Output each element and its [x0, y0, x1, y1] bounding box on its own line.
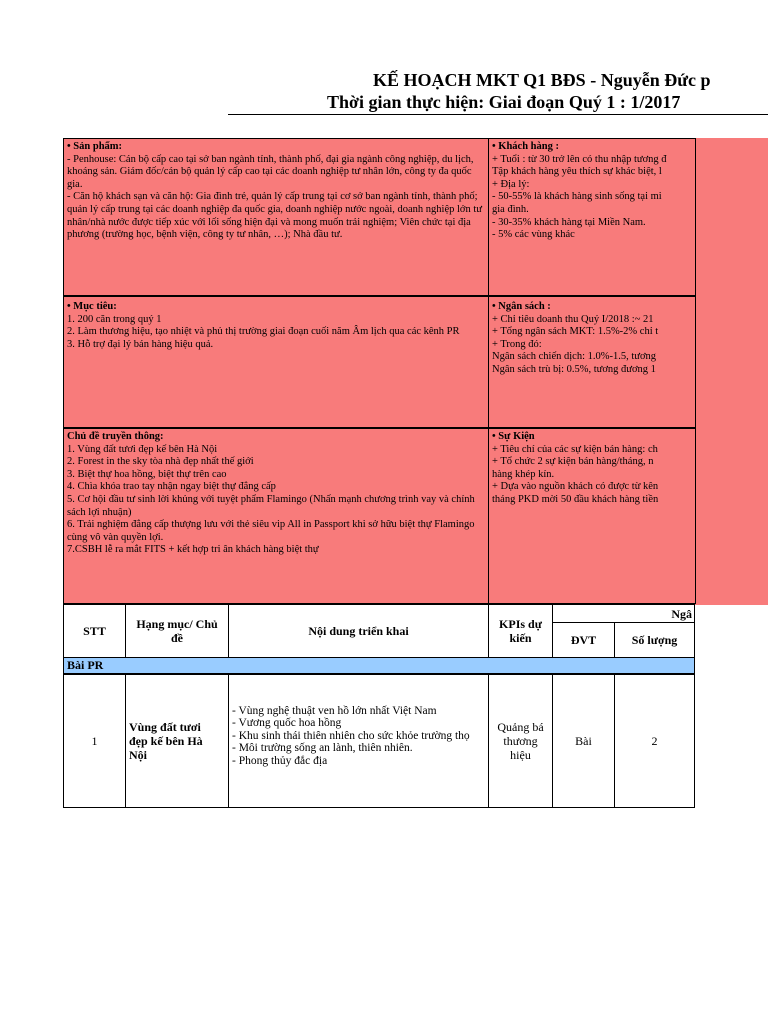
page-subtitle: Thời gian thực hiện: Giai đoạn Quý 1 : 1/2017	[327, 92, 681, 112]
pink-block-right	[695, 138, 768, 605]
san-pham-heading: • Sản phẩm:	[67, 141, 123, 152]
khach-hang-line: Tập khách hàng yêu thích sự khác biệt, l	[492, 166, 662, 178]
th-hang-muc: Hạng mục/ Chủ đề	[125, 604, 229, 658]
chu-de-line: 5. Cơ hội đầu tư sinh lời khủng với tuyệt phẩm Flamingo (Nhấn mạnh chương trình vay và chính sách lợi nhuận)	[67, 493, 475, 518]
noi-dung-line: - Vương quốc hoa hồng	[232, 717, 342, 730]
chu-de-line: 7.CSBH lễ ra mắt FITS + kết hợp tri ân khách hàng biệt thự	[67, 544, 319, 556]
khach-hang-heading: • Khách hàng :	[492, 141, 559, 152]
noi-dung-line: - Môi trường sống an lành, thiên nhiên.	[232, 742, 413, 755]
khach-hang-line: gia đình.	[492, 203, 529, 215]
su-kien-cell	[488, 428, 696, 604]
muc-tieu-heading: • Mục tiêu:	[67, 301, 117, 312]
chu-de-heading: Chủ đề truyền thông:	[67, 431, 164, 442]
chu-de-line: 3. Biệt thự hoa hồng, biệt thự trên cao	[67, 468, 227, 480]
khach-hang-line: + Tuổi : từ 30 trở lên có thu nhập tương đ	[492, 153, 667, 165]
muc-tieu-line: 3. Hỗ trợ đại lý bán hàng hiệu quả.	[67, 338, 214, 350]
th-kpis: KPIs dự kiến	[488, 604, 553, 658]
ngan-sach-line: + Chỉ tiêu doanh thu Quý I/2018 :~ 21	[492, 313, 654, 325]
khach-hang-line: - 5% các vùng khác	[492, 229, 575, 241]
ngan-sach-heading: • Ngân sách :	[492, 301, 551, 312]
noi-dung-line: - Vùng nghệ thuật ven hồ lớn nhất Việt Nam	[232, 704, 437, 717]
muc-tieu-line: 2. Làm thương hiệu, tạo nhiệt và phủ thị trường giai đoạn cuối năm Âm lịch qua các kênh PR	[67, 326, 460, 338]
su-kien-line: + Tổ chức 2 sự kiện bán hàng/tháng, n	[492, 456, 654, 468]
san-pham-cell	[63, 138, 489, 296]
th-stt: STT	[63, 604, 126, 658]
ngan-sach-line: + Tổng ngân sách MKT: 1.5%-2% chỉ t	[492, 326, 659, 338]
row-hang-muc: Vùng đất tươi đẹp kế bên Hà Nội	[125, 674, 229, 808]
su-kien-line: hàng khép kín.	[492, 468, 555, 480]
row-noi-dung	[228, 674, 489, 808]
san-pham-line: - Penhouse: Cán bộ cấp cao tại sở ban ngành tỉnh, thành phố, đại gia ngành công nghiệp, du lịch, khoáng sản. Giám đốc/cán bộ quản lý cấp cao tại các doanh nghiệp tư nhân lớn, công ty đa quốc gia.	[67, 153, 474, 190]
khach-hang-line: - 50-55% là khách hàng sinh sống tại mi	[492, 191, 662, 203]
section-bai-pr: Bài PR	[63, 657, 695, 674]
row-so-luong: 2	[614, 674, 695, 808]
khach-hang-cell	[488, 138, 696, 296]
su-kien-line: tháng PKD mời 50 đầu khách hàng tiền	[492, 493, 659, 505]
page-title: KẾ HOẠCH MKT Q1 BĐS - Nguyễn Đức p	[373, 70, 711, 90]
noi-dung-line: - Phong thủy đắc địa	[232, 754, 328, 767]
th-dvt: ĐVT	[552, 622, 615, 658]
su-kien-heading: • Sự Kiện	[492, 431, 535, 442]
ngan-sach-line: Ngân sách chiến dịch: 1.0%-1.5, tương	[492, 351, 657, 363]
row-kpis: Quảng bá thương hiệu	[488, 674, 553, 808]
chu-de-cell	[63, 428, 489, 604]
khach-hang-line: + Địa lý:	[492, 178, 530, 190]
th-group: Ngâ	[552, 604, 695, 623]
chu-de-line: 6. Trải nghiệm đẳng cấp thượng lưu với thẻ siêu vip All in Passport khi sở hữu biệt thự Flamingo cùng vô vàn quyền lợi.	[67, 519, 475, 543]
chu-de-line: 2. Forest in the sky tòa nhà đẹp nhất thế giới	[67, 456, 254, 468]
th-so-luong: Số lượng	[614, 622, 695, 658]
muc-tieu-line: 1. 200 căn trong quý 1	[67, 313, 162, 325]
chu-de-line: 1. Vùng đất tươi đẹp kế bên Hà Nội	[67, 443, 218, 455]
chu-de-line: 4. Chìa khóa trao tay nhận ngay biệt thự đẳng cấp	[67, 481, 276, 493]
ngan-sach-line: Ngân sách trù bị: 0.5%, tương đương 1	[492, 363, 656, 375]
row-stt: 1	[63, 674, 126, 808]
noi-dung-line: - Khu sinh thái thiên nhiên cho sức khỏe trường thọ	[232, 729, 470, 742]
th-noi-dung: Nội dung triển khai	[228, 604, 489, 658]
khach-hang-line: - 30-35% khách hàng tại Miền Nam.	[492, 216, 646, 228]
ngan-sach-cell	[488, 296, 696, 428]
san-pham-line: - Căn hộ khách sạn và căn hộ: Gia đình trẻ, quản lý cấp trung tại cơ sở ban ngành tỉnh, thành phố; quản lý cấp trung tại các doanh nghiệp đa quốc gia, doanh nghiệp nước ngoài, doanh nghiệp lớn tư nhân/nhà nước được tiếp xúc với lối sống hiện đại và mong muốn trải nghiệm; Viên chức tại địa phương (trường học, bệnh viện, công ty tư nhân, …); Nhà đầu tư.	[67, 191, 482, 241]
muc-tieu-cell	[63, 296, 489, 428]
su-kien-line: + Dựa vào nguồn khách có được từ kên	[492, 481, 659, 493]
row-dvt: Bài	[552, 674, 615, 808]
title-underline	[228, 114, 768, 115]
su-kien-line: + Tiêu chí của các sự kiện bán hàng: ch	[492, 443, 658, 455]
ngan-sach-line: + Trong đó:	[492, 338, 542, 350]
